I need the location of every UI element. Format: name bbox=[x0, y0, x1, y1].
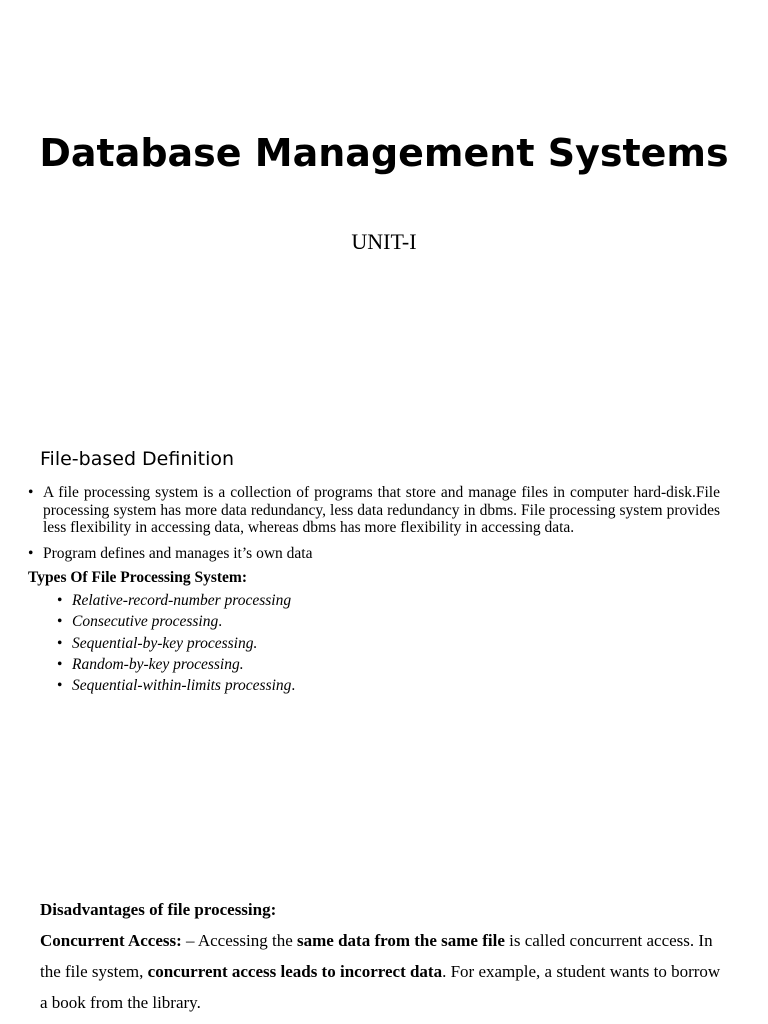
type-item bbox=[57, 590, 295, 611]
types-list bbox=[57, 590, 295, 696]
paragraph-text: is called concurrent access. In the file system, bbox=[40, 931, 713, 981]
type-name: Sequential-within-limits processing bbox=[72, 677, 292, 695]
slide-subtitle: UNIT-I bbox=[351, 229, 417, 254]
concurrent-access-label: Concurrent Access: bbox=[40, 931, 182, 950]
slide-title: Database Management Systems bbox=[39, 131, 729, 175]
paragraph-bold: same data from the same file bbox=[297, 931, 505, 950]
definition-bullet: • Program defines and manages it’s own data bbox=[28, 545, 720, 563]
paragraph-text: . For example, a student wants to borrow a book from the library. bbox=[40, 962, 721, 1012]
type-name: Sequential-by-key processing. bbox=[72, 634, 258, 652]
paragraph-text: – Accessing the bbox=[181, 931, 297, 950]
paragraph-bold: concurrent access leads to incorrect data bbox=[147, 962, 443, 981]
disadvantages-section bbox=[40, 894, 730, 1018]
type-name: Random-by-key processing. bbox=[72, 655, 244, 673]
type-item bbox=[57, 633, 295, 654]
type-suffix: . bbox=[218, 613, 223, 631]
type-name: Consecutive processing bbox=[72, 613, 219, 631]
section-heading-file-based: File-based Definition bbox=[40, 448, 235, 470]
type-name: Relative-record-number processing bbox=[72, 592, 292, 609]
type-suffix: . bbox=[291, 677, 296, 695]
type-item bbox=[57, 611, 295, 632]
types-heading: Types Of File Processing System: bbox=[28, 569, 247, 586]
definition-bullet: • A file processing system is a collection of programs that store and manage files in computer hard-disk.File processing system has more data redundancy, less data redundancy in dbms. File processing system provides less flexibility in accessing data, whereas dbms has more flexibility in accessing data. bbox=[28, 484, 720, 537]
type-item bbox=[57, 654, 295, 675]
disadvantages-heading: Disadvantages of file processing: bbox=[40, 900, 277, 919]
type-item bbox=[57, 675, 295, 696]
concurrent-access-paragraph bbox=[40, 925, 730, 1018]
definition-bullet-list bbox=[28, 484, 720, 570]
